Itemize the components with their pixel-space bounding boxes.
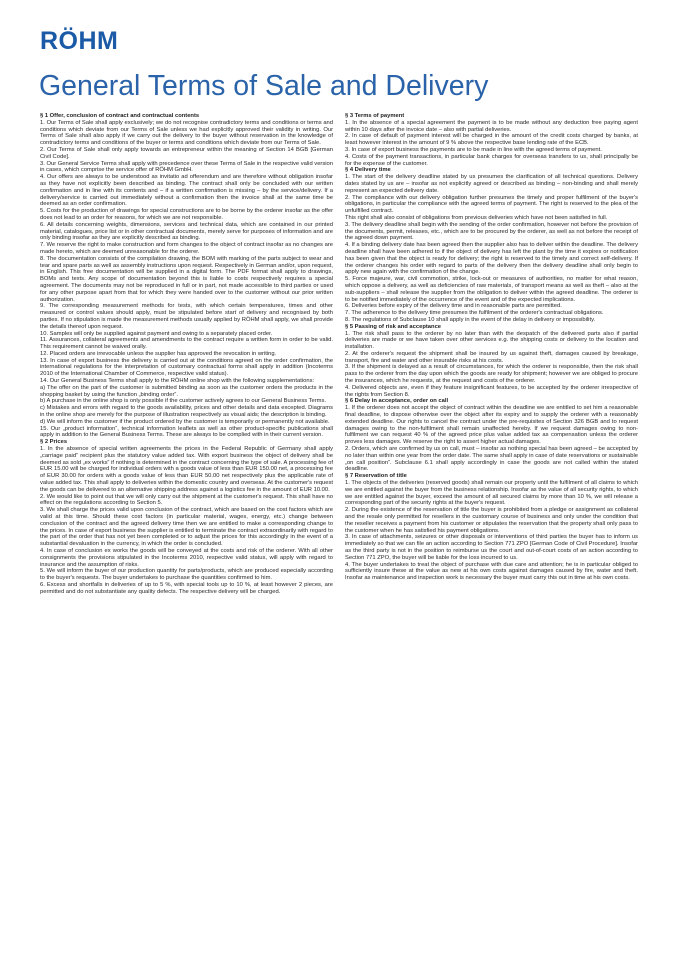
section-heading: § 3 Terms of payment <box>345 113 405 119</box>
section-paragraph: 8. The documentation consists of the compilation drawing, the BOM with marking of the parts subject to wear and tear and spare parts as well as assembly instructions upon request. Respectively in German and/or, upon request, in English. This free documentation will be supplied in a digital form. The PDF format shall apply to drawings, BOMs and texts. Any scope of documentation beyond this is liable to costs respectively requires a special agreement. The documents may not be reproduced in full or in part, not made accessible to third parties or used for any other purpose apart from that for which they were handed over to the customer without our prior written authorization. <box>40 255 333 303</box>
section-paragraph: 1. In the absence of a special agreement the payment is to be made without any deduction free paying agent within 10 days after the invoice date – also with partial deliveries. <box>345 119 638 133</box>
roehm-logo: RÖHM <box>40 27 119 55</box>
section-paragraph: 1. In the absence of special written agreements the prices in the Federal Republic of Germany shall apply „carriage paid“ recipient plus the statutory value added tax. With export business the object of delivery shall be deemed as sold „ex works“ if nothing is determined in the contract concerning the type of sale. A processing fee of EUR 15.00 will be charged for individual orders with a goods value of less than EUR 150.00 net, a processing fee of EUR 30.00 for orders with a goods value of less than EUR 50.00 net respectively plus the applicable rate of value added tax. This shall apply to deliveries within the domestic country and overseas. At the customer's request the goods can be delivered to an alternative shipping address against a logistics fee in the amount of EUR 10.00. <box>40 446 333 493</box>
section-paragraph: a) The offer on the part of the customer is submitted binding as soon as the customer orders the products in the shopping basket by using the function „binding order“. <box>40 384 333 398</box>
section-paragraph: 2. We would like to point out that we will only carry out the shipment at the customer's request. This shall have no effect on the regulations according to Section 5. <box>40 493 333 507</box>
section-paragraph: 6. All details concerning weights, dimensions, services and technical data, which are contained in our printed material, catalogues, price list or in other contractual documents, merely serve for purposes of information and are only binding insofar as they are explicitly described as binding. <box>40 221 333 242</box>
page-title: General Terms of Sale and Delivery <box>39 70 489 102</box>
terms-section <box>345 167 638 323</box>
section-paragraph: 8. The regulations of Subclause 10 shall apply in the event of the delay in delivery or impossibility. <box>345 316 596 323</box>
section-heading: § 7 Reservation of title <box>345 473 407 480</box>
section-paragraph: 1. Our Terms of Sale shall apply exclusively; we do not recognise contradictory terms and conditions or terms and conditions which deviate from our Terms of Sale unless we had explicitly approved their validity in writing. Our Terms of Sale shall also apply if we carry out the delivery to the buyer without reservation in the knowledge of contradictory terms and conditions of the buyer or terms and conditions which deviate from our Terms of Sale. <box>40 119 333 147</box>
section-paragraph: 1. The start of the delivery deadline stated by us presumes the clarification of all technical questions. Delivery dates stated by us are – insofar as not explicitly agreed or described as binding – non-binding and shall merely represent an expected delivery date. <box>345 174 638 194</box>
section-paragraph: 13. In case of export business the delivery is carried out at the conditions agreed on the order confirmation, the international regulations for the interpretation of customary contractual forms shall apply in addition (Incoterms 2010 of the International Chamber of Commerce, respective valid status). <box>40 357 333 378</box>
section-paragraph: 12. Placed orders are irrevocable unless the supplier has approved the revocation in writing. <box>40 350 277 357</box>
section-paragraph: 2. During the existence of the reservation of title the buyer is prohibited from a pledge or assignment as collateral and the resale only permitted for resellers in the customary course of business and only under the condition that the reseller receives a payment from his customer or stipulates the reservation that the property shall only pass to the customer when he has satisfied his payment obligations. <box>345 507 638 534</box>
section-paragraph: 3. In case of attachments, seizures or other disposals or interventions of third parties the buyer has to inform us immediately so that we can file an action according to Section 771 ZPO [German Code of Civil Procedure]. Insofar as the third party is not in the position to reimburse us the court and out-of-court costs of an action according to Section 771 ZPO, the buyer will be liable for the loss incurred to us. <box>345 534 638 561</box>
section-heading: § 5 Passing of risk and acceptance <box>345 323 442 330</box>
terms-section <box>345 473 638 582</box>
section-heading: § 4 Delivery time <box>345 167 391 174</box>
section-heading: § 2 Prices <box>40 439 68 446</box>
section-paragraph: 2. At the orderer's request the shipment shall be insured by us against theft, damages caused by breakage, transport, fire and water and other insurable risks at his costs. <box>345 350 638 364</box>
section-paragraph: 4. Our offers are always to be understood as invitatio ad offerendum and are therefore without obligation insofar as they have not explicitly been described as binding. The contract shall only be concluded with our written confirmation and in line with its contents and – if a written confirmation is missing – by the service/delivery. If a delivery/service is carried out immediately without a confirmation then the invoice shall at the same time be deemed as an order confirmation. <box>40 174 333 208</box>
section-paragraph: 4. Costs of the payment transactions, in particular bank charges for overseas transfers to us, shall principally be for the expense of the customer. <box>345 153 638 167</box>
terms-section <box>345 113 638 167</box>
section-paragraph: 11. Assurances, collateral agreements and amendments to the contract require a written form in order to be valid. This requirement cannot be waived orally. <box>40 337 333 351</box>
section-paragraph: 3. Our General Service Terms shall apply with precedence over these Terms of Sale in the respective valid version in cases, which comprise the service offer of RÖHM GmbH. <box>40 160 333 174</box>
terms-section <box>345 398 638 473</box>
terms-section <box>40 439 333 595</box>
section-paragraph: 2. The compliance with our delivery obligation further presumes the timely and proper fulfilment of the buyer's obligations, in particular the compliance with the agreed terms of payment. The right is reserved to the plea of the unfulfilled contract. <box>345 194 638 215</box>
right-column <box>345 113 638 948</box>
section-paragraph: c) Mistakes and errors with regard to the goods availability, prices and other details and data excepted. Diagrams in the online shop are merely for the purpose of illustration respectively as visual aids; the description is binding. <box>40 405 333 419</box>
section-paragraph: 15. Our „product information“, technical information leaflets as well as other product-specific publications shall apply in addition to the General Business Terms. These are always to be complied with in their current version. <box>40 425 333 439</box>
section-paragraph: 6. Deliveries before expiry of the delivery time and in reasonable parts are permitted. <box>345 303 562 310</box>
section-paragraph: 2. Orders, which are confirmed by us on call, must – insofar as nothing special has been agreed – be accepted by no later than within one year from the order date. The same shall apply in case of date reservations or sustainable „on call position“. Subclause 6.1 shall apply accordingly in case the goods are not called within the stated deadline. <box>345 446 638 473</box>
section-paragraph: 1. The objects of the deliveries (reserved goods) shall remain our property until the fulfilment of all claims to which we are entitled against the buyer from the business relationship. Insofar as the value of all security rights, to which we are entitled against the buyer, exceed the amount of all secured claims by more than 10 %, we will release a corresponding part of the security rights at the buyer's request. <box>345 480 638 507</box>
section-paragraph: 3. We shall charge the prices valid upon conclusion of the contract, which are based on the cost factors which are valid at this time. Should these cost factors (in particular material, wages, energy, etc.) change between conclusion of the contract and the agreed delivery time then we are entitled to make a corresponding change to the prices. In case of export business the supplier is entitled to terminate the contract extraordinarily with regard to the part of the order that has not yet been completed or to adjust the prices for this accordingly in the event of a substantial devaluation in the currency, in which the order is concluded. <box>40 507 333 548</box>
section-paragraph: 4. If a binding delivery date has been agreed then the supplier also has to deliver within the deadline. The delivery deadline shall have been adhered to if the object of delivery has left the plant by the time it expires or notification has been given that the object is ready for delivery; the right is reserved to the timely and correct self-delivery. If the orderer changes his order with regard to parts of the delivery then the delivery deadline shall only begin to apply new again with the confirmation of the change. <box>345 242 638 276</box>
section-paragraph: 4. In case of conclusion ex works the goods will be conveyed at the costs and risk of the orderer. With all other consignments the provisions stipulated in the Incoterms 2010, respective valid status, will apply with regard to insurance and the assumption of risks. <box>40 548 333 568</box>
section-paragraph: d) We will inform the customer if the product ordered by the customer is temporarily or permanently not available. <box>40 418 330 425</box>
section-paragraph: 9. The corresponding measurement methods for tests, with which certain temperatures, times and other measured or control values should apply, must be stipulated before start of delivery and recognised by both parties. If no stipulation is made the measurement methods usually applied by RÖHM shall apply, we shall provide the details thereof upon request. <box>40 303 333 330</box>
section-paragraph: b) A purchase in the online shop is only possible if the customer actively agrees to our General Business Terms. <box>40 398 327 405</box>
section-paragraph: 7. We reserve the right to make construction and form changes to the object of contract insofar as no changes are made hereto, which are deemed unreasonable for the orderer. <box>40 242 333 255</box>
section-paragraph: This right shall also consist of obligations from previous deliveries which have not been satisfied in full. <box>345 214 608 221</box>
section-paragraph: 5. Force majeure, war, civil commotion, strike, lock-out or measures of authorities, no matter for what reason, which oppose a delivery, as well as deficiencies of raw materials, of transport means as well as theft – also at the sub-suppliers – shall release the supplier from the obligation to deliver within the agreed deadline. The orderer is to be notified immediately of the occurrence of the event and of the expected implications. <box>345 276 638 303</box>
section-paragraph: 7. The adherence to the delivery time presumes the fulfilment of the orderer's contractual obligations. <box>345 310 604 317</box>
section-heading: § 1 Offer, conclusion of contract and contractual contents <box>40 113 200 119</box>
section-paragraph: 4. Delivered objects are, even if they feature insignificant features, to be accepted by the orderer irrespective of the rights from Section 8. <box>345 384 638 398</box>
terms-columns <box>40 113 638 948</box>
terms-section <box>40 113 333 439</box>
section-paragraph: 10. Samples will only be supplied against payment and owing to a separately placed order. <box>40 330 273 337</box>
section-paragraph: 3. The delivery deadline shall begin with the sending of the order confirmation, however not before the provision of the documents, permit, releases, etc., which are to be procured by the orderer, as well as not before the receipt of the agreed down payment. <box>345 221 638 242</box>
section-paragraph: 3. In case of export business the payments are to be made in line with the agreed terms of payment. <box>345 146 602 153</box>
section-paragraph: 1. The risk shall pass to the orderer by no later than with the despatch of the delivered parts also if partial deliveries are made or we have taken over other services e.g. the shipping costs or delivery to the location and installation. <box>345 330 638 351</box>
terms-section <box>345 324 638 399</box>
left-column <box>40 113 333 948</box>
section-paragraph: 14. Our General Business Terms shall apply to the RÖHM online shop with the following supplementations: <box>40 378 315 385</box>
section-paragraph: 2. In case of default of payment interest will be charged in the amount of the credit costs charged by banks, at least however interest in the amount of 9 % above the respective base lending rate of the ECB. <box>345 133 638 147</box>
section-paragraph: 3. If the shipment is delayed as a result of circumstances, for which the orderer is responsible, then the risk shall pass to the orderer from the day upon which the goods are ready for shipment; however we are obliged to procure the insurances, which he requests, at the request and costs of the orderer. <box>345 364 638 385</box>
section-heading: § 6 Delay in acceptance, order on call <box>345 398 449 405</box>
section-paragraph: 6. Excess and shortfalls in deliveries of up to 5 %, with special tools up to 10 %, at least however 2 pieces, are permitted and do not substantiate any quality defects. The respective delivery will be charged. <box>40 581 333 595</box>
section-paragraph: 4. The buyer undertakes to treat the object of purchase with due care and attention; he is in particular obliged to sufficiently insure these at the value as new at his own costs against damages caused by fire, water and theft. Insofar as maintenance and inspection work is necessary the buyer must carry this out in time at his own costs. <box>345 561 638 582</box>
section-paragraph: 5. Costs for the production of drawings for special constructions are to be borne by the orderer insofar as the offer does not lead to an order for reasons, for which we are not responsible. <box>40 208 333 221</box>
section-paragraph: 5. We will inform the buyer of our production quantity for parts/products, which are produced especially according to the buyer's requests. The buyer undertakes to purchase the quantities confirmed to him. <box>40 568 333 582</box>
section-paragraph: 2. Our Terms of Sale shall only apply towards an entrepreneur within the meaning of Section 14 BGB [German Civil Code]. <box>40 146 333 160</box>
section-paragraph: 1. If the orderer does not accept the object of contract within the deadline we are entitled to set him a reasonable final deadline, to dispose otherwise over the object after its expiry and to supply the orderer with a reasonably extended deadline. Our rights to cancel the contract under the pre-requisites of Section 326 BGB and to request damages owing to the non-fulfilment shall remain unaffected hereby. If we request damages owing to non-fulfilment we can request 40 % of the agreed price plus value added tax as compensation unless the orderer proves less damages. We reserve the right to assert higher actual damages. <box>345 405 638 446</box>
